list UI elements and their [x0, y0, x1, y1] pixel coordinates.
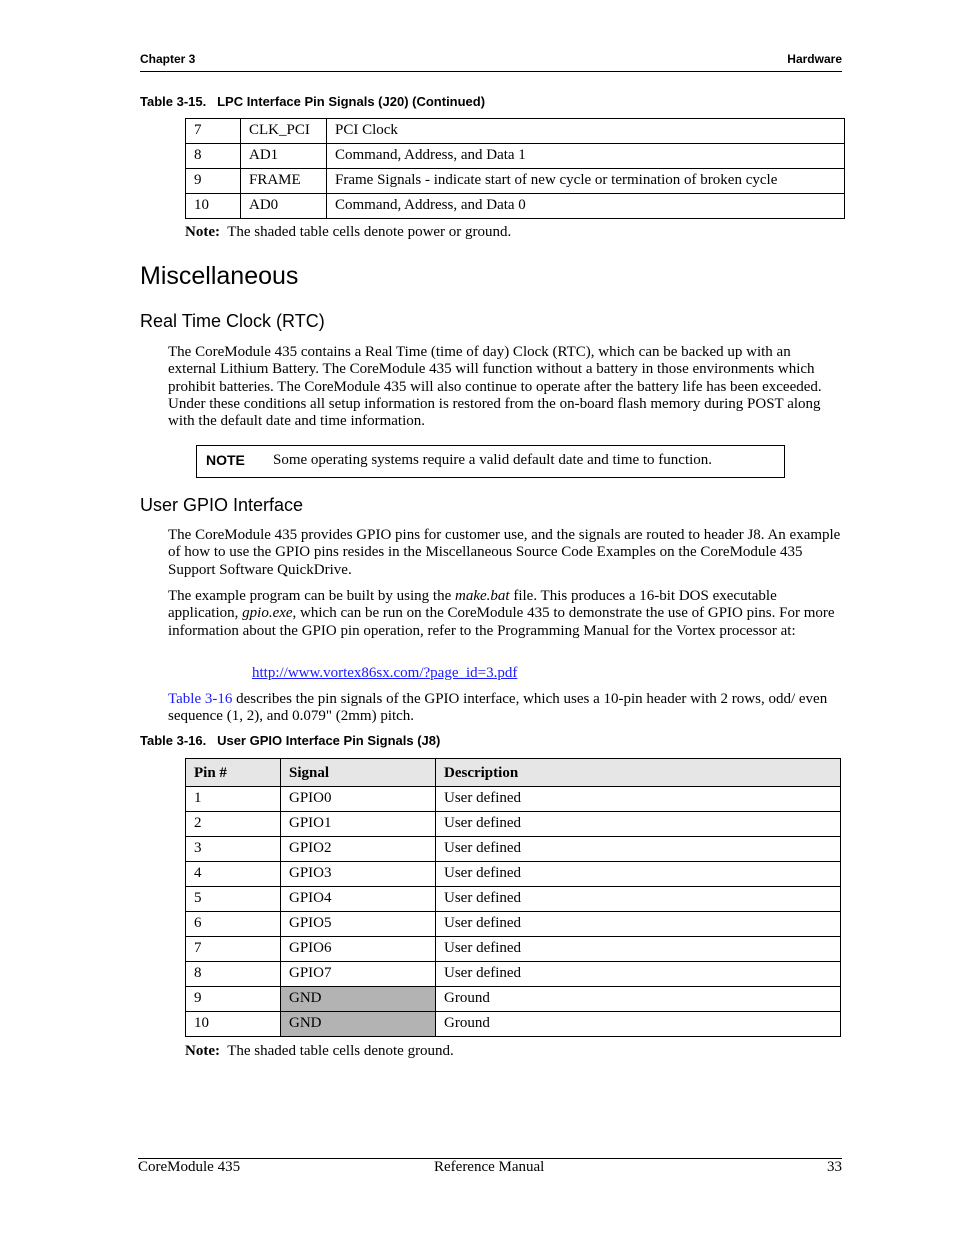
table-3-15-caption: [140, 94, 485, 109]
table-header-row: [186, 759, 841, 787]
gpio-paragraph-1: [168, 527, 842, 579]
table-row: [186, 169, 845, 194]
pin-cell: 9: [186, 169, 241, 194]
description-cell: Frame Signals - indicate start of new cycle or termination of broken cycle: [327, 169, 845, 194]
description-cell: User defined: [436, 812, 841, 837]
signal-cell: GPIO4: [281, 887, 436, 912]
caption-title: User GPIO Interface Pin Signals (J8): [217, 733, 441, 748]
vortex-manual-link[interactable]: http://www.vortex86sx.com/?page_id=3.pdf: [252, 665, 518, 681]
note-label: Note:: [185, 1043, 220, 1059]
caption-prefix: Table 3-15.: [140, 94, 207, 109]
rtc-heading: Real Time Clock (RTC): [140, 311, 325, 331]
description-cell: User defined: [436, 937, 841, 962]
signal-cell: GPIO7: [281, 962, 436, 987]
note-label: NOTE: [206, 452, 245, 468]
gpio-heading: User GPIO Interface: [140, 495, 304, 515]
table-3-16-note: [185, 1043, 454, 1060]
description-cell: Ground: [436, 1012, 841, 1037]
table-row: [186, 119, 845, 144]
table-3-16-xref[interactable]: Table 3-16: [168, 691, 233, 707]
description-cell: Command, Address, and Data 1: [327, 144, 845, 169]
signal-cell: GPIO1: [281, 812, 436, 837]
section-title: Miscellaneous: [140, 262, 299, 290]
description-cell: Ground: [436, 987, 841, 1012]
gpio-pin-table: [185, 758, 841, 1037]
table-row: [186, 812, 841, 837]
page-number: 33: [827, 1159, 842, 1175]
file-name-make: make.bat: [455, 588, 510, 604]
description-cell: Command, Address, and Data 0: [327, 194, 845, 219]
signal-cell: GPIO0: [281, 787, 436, 812]
signal-cell: AD0: [241, 194, 327, 219]
table-row: [186, 144, 845, 169]
table-row: [186, 194, 845, 219]
pin-cell: 7: [186, 119, 241, 144]
table-row: [186, 937, 841, 962]
signal-cell: CLK_PCI: [241, 119, 327, 144]
caption-prefix: Table 3-16.: [140, 733, 207, 748]
footer-manual-title: Reference Manual: [434, 1159, 545, 1175]
description-cell: User defined: [436, 787, 841, 812]
rtc-body: The CoreModule 435 contains a Real Time (time of day) Clock (RTC), which can be backed up with an external Lithium Battery. The CoreModule 435 will function without a battery in those environments which prohibit batteries. The CoreModule 435 will also continue to operate after the battery life has been exceeded. Under these conditions all setup information is restored from the on-board flash memory during POST along with the default date and time information.: [168, 344, 822, 430]
note-label: Note:: [185, 224, 220, 240]
file-name-gpio: gpio.exe: [242, 605, 293, 622]
table-row: [186, 862, 841, 887]
note-text: Some operating systems require a valid default date and time to function.: [273, 452, 713, 468]
para2-text-a: The example program can be built by using the: [168, 588, 455, 604]
description-cell: User defined: [436, 862, 841, 887]
header-chapter: Chapter 3: [140, 52, 196, 66]
lpc-pin-table: [185, 118, 845, 219]
para2-text-b: file. This produces a 16-bit DOS executable application,: [168, 588, 777, 622]
signal-cell: GPIO2: [281, 837, 436, 862]
rtc-note-box: [196, 445, 785, 478]
table-row: [186, 912, 841, 937]
header-section: Hardware: [787, 52, 842, 66]
description-cell: User defined: [436, 837, 841, 862]
col-header-description: Description: [436, 759, 841, 787]
table-row: [186, 837, 841, 862]
pin-cell: 7: [186, 937, 281, 962]
table-row: [186, 1012, 841, 1037]
signal-cell: FRAME: [241, 169, 327, 194]
pin-cell: 2: [186, 812, 281, 837]
pin-cell: 8: [186, 144, 241, 169]
description-cell: User defined: [436, 962, 841, 987]
gpio-paragraph-2: [168, 588, 842, 640]
pin-cell: 4: [186, 862, 281, 887]
table-row: [186, 887, 841, 912]
gpio-para2: [168, 588, 842, 640]
pin-cell: 6: [186, 912, 281, 937]
pin-cell: 8: [186, 962, 281, 987]
description-cell: User defined: [436, 887, 841, 912]
note-text: The shaded table cells denote ground.: [227, 1043, 454, 1059]
col-header-signal: Signal: [281, 759, 436, 787]
caption-title: LPC Interface Pin Signals (J20) (Continued): [217, 94, 486, 109]
description-cell: PCI Clock: [327, 119, 845, 144]
table-row: [186, 962, 841, 987]
signal-cell-ground: GND: [281, 1012, 436, 1037]
col-header-pin: Pin #: [186, 759, 281, 787]
gpio-para3: [168, 691, 842, 726]
pin-cell: 5: [186, 887, 281, 912]
table-3-15-note: [185, 224, 511, 241]
signal-cell-ground: GND: [281, 987, 436, 1012]
pin-cell: 1: [186, 787, 281, 812]
description-cell: User defined: [436, 912, 841, 937]
signal-cell: AD1: [241, 144, 327, 169]
pin-cell: 3: [186, 837, 281, 862]
pin-cell: 10: [186, 194, 241, 219]
gpio-para1: The CoreModule 435 provides GPIO pins for customer use, and the signals are routed to header J8. An example of how to use the GPIO pins resides in the Miscellaneous Source Code Examples on the CoreModule 435 Support Software QuickDrive.: [168, 527, 841, 578]
signal-cell: GPIO6: [281, 937, 436, 962]
footer-product: CoreModule 435: [138, 1159, 241, 1175]
para2-text-c: , which can be run on the CoreModule 435 to demonstrate the use of GPIO pins. For more information about the GPIO pin operation, refer to the Programming Manual for the Vortex processor at:: [168, 605, 835, 639]
table-row: [186, 787, 841, 812]
note-text: The shaded table cells denote power or ground.: [227, 224, 512, 240]
table-3-16-caption: [140, 733, 440, 748]
rtc-paragraph: [168, 344, 842, 430]
para3-text: describes the pin signals of the GPIO interface, which uses a 10-pin header with 2 rows, odd/ even sequence (1, 2), and 0.079" (2mm) pitch.: [168, 691, 828, 725]
signal-cell: GPIO5: [281, 912, 436, 937]
pin-cell: 9: [186, 987, 281, 1012]
vortex-link-wrap: [252, 665, 517, 682]
table-row: [186, 987, 841, 1012]
pin-cell: 10: [186, 1012, 281, 1037]
gpio-paragraph-3: [168, 691, 842, 726]
signal-cell: GPIO3: [281, 862, 436, 887]
header-rule: [140, 71, 842, 72]
